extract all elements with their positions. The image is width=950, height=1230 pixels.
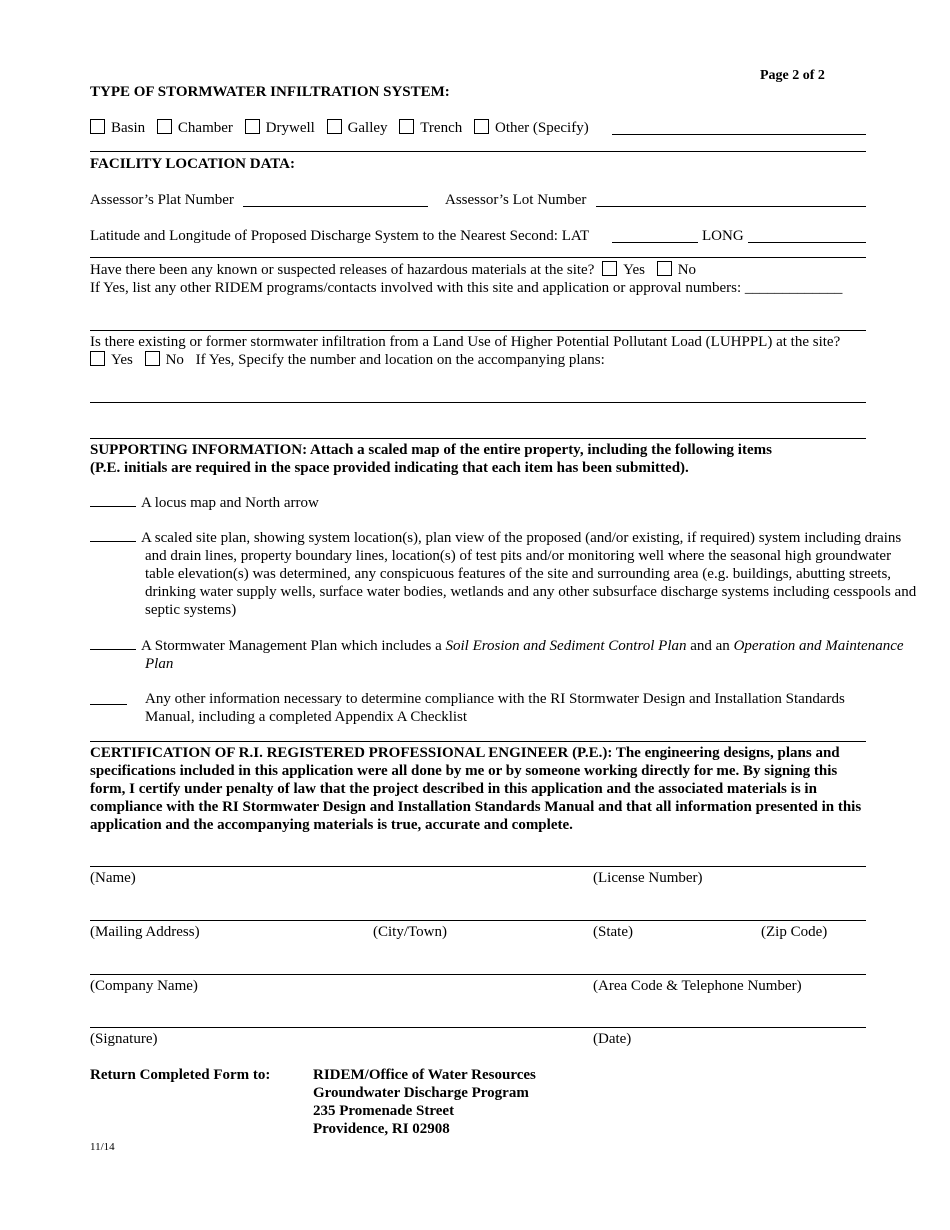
basin-label: Basin xyxy=(111,120,146,136)
mailing-address-label: (Mailing Address) xyxy=(90,924,200,940)
item-text-italic: Soil Erosion and Sediment Control Plan xyxy=(445,638,687,654)
return-address-line1: RIDEM/Office of Water Resources xyxy=(313,1067,536,1083)
luhppl-no-checkbox[interactable] xyxy=(145,351,160,366)
drywell-label: Drywell xyxy=(265,120,315,136)
facility-heading: FACILITY LOCATION DATA: xyxy=(90,156,296,172)
supporting-heading-line2: (P.E. initials are required in the space provided indicating that each item has been submitted). xyxy=(90,460,689,476)
luhppl-yes-checkbox[interactable] xyxy=(90,351,105,366)
luhppl-question: Is there existing or former stormwater infiltration from a Land Use of Higher Potential Pollutant Load (LUHPPL) at the site? xyxy=(90,334,841,350)
return-label: Return Completed Form to: xyxy=(90,1067,271,1083)
company-line[interactable] xyxy=(90,974,866,975)
return-address-line3: 235 Promenade Street xyxy=(313,1103,455,1119)
supporting-heading-line1: SUPPORTING INFORMATION: Attach a scaled map of the entire property, including the following items xyxy=(90,442,772,458)
initials-field[interactable] xyxy=(90,529,136,542)
license-label: (License Number) xyxy=(593,870,703,886)
revision-date: 11/14 xyxy=(90,1141,115,1153)
other-option[interactable] xyxy=(474,120,589,136)
initials-field[interactable] xyxy=(90,691,127,705)
hazardous-no-label: No xyxy=(677,262,697,278)
infiltration-options xyxy=(90,119,589,137)
supporting-item-site-plan xyxy=(90,529,921,619)
mailing-address-line[interactable] xyxy=(90,920,866,921)
trench-checkbox[interactable] xyxy=(399,119,414,134)
chamber-label: Chamber xyxy=(177,120,233,136)
return-address-line4: Providence, RI 02908 xyxy=(313,1121,450,1137)
certification-text: CERTIFICATION OF R.I. REGISTERED PROFESSIONAL ENGINEER (P.E.): The engineering designs, plans and specifications included in this application were all done by me or by someone working directly for me. By signing this form, I certify under penalty of law that the project described in this application and the associated materials is in compliance with the RI Stormwater Design and Installation Standards Manual and that all information presented in this application and the accompanying materials is true, accurate and complete. xyxy=(90,745,862,833)
company-label: (Company Name) xyxy=(90,978,198,994)
longitude-field[interactable] xyxy=(748,229,866,243)
signature-label: (Signature) xyxy=(90,1031,158,1047)
basin-checkbox[interactable] xyxy=(90,119,105,134)
item-text-mid: and an xyxy=(690,638,730,654)
plat-number-field[interactable] xyxy=(243,193,428,207)
phone-label: (Area Code & Telephone Number) xyxy=(593,978,802,994)
luhppl-answer-line[interactable] xyxy=(90,438,866,439)
supporting-item-other-info: Any other information necessary to determine compliance with the RI Stormwater Design and Installation Standards Manual, including a completed Appendix A Checklist xyxy=(145,691,845,725)
galley-option[interactable] xyxy=(327,120,388,136)
latitude-label: Latitude and Longitude of Proposed Discharge System to the Nearest Second: LAT xyxy=(90,228,590,244)
divider xyxy=(90,741,866,742)
item-text: A scaled site plan, showing system location(s), plan view of the proposed (and/or existing, if required) system including drains and drain lines, property boundary lines, location(s) of test pits and/or monitoring well where the seasonal high groundwater table elevation(s) was determined, any conspicuous features of the site and surrounding area (e.g. buildings, abutting streets, drinking water supply wells, surface water bodies, wetlands and any other subsurface discharge systems including cesspools and septic systems) xyxy=(141,530,917,618)
item-text: A locus map and North arrow xyxy=(141,495,319,511)
latitude-field[interactable] xyxy=(612,229,698,243)
plat-number-label: Assessor’s Plat Number xyxy=(90,192,234,208)
supporting-item-locus xyxy=(90,494,319,512)
initials-field[interactable] xyxy=(90,637,136,650)
name-line[interactable] xyxy=(90,866,866,867)
hazardous-followup: If Yes, list any other RIDEM programs/contacts involved with this site and application or approval numbers: _____________ xyxy=(90,280,843,296)
city-label: (City/Town) xyxy=(373,924,447,940)
item-text-italic: Operation and Maintenance Plan xyxy=(145,638,904,672)
divider xyxy=(90,330,866,331)
page-number: Page 2 of 2 xyxy=(760,68,825,83)
basin-option[interactable] xyxy=(90,120,145,136)
return-address-line2: Groundwater Discharge Program xyxy=(313,1085,529,1101)
lot-number-label: Assessor’s Lot Number xyxy=(445,192,587,208)
galley-label: Galley xyxy=(347,120,388,136)
hazardous-question: Have there been any known or suspected releases of hazardous materials at the site? xyxy=(90,262,595,278)
luhppl-yes-label: Yes xyxy=(111,352,133,368)
other-checkbox[interactable] xyxy=(474,119,489,134)
other-label: Other (Specify) xyxy=(495,120,589,136)
luhppl-followup: If Yes, Specify the number and location on the accompanying plans: xyxy=(195,352,605,368)
state-label: (State) xyxy=(593,924,633,940)
luhppl-no-label: No xyxy=(165,352,184,368)
signature-line[interactable] xyxy=(90,1027,866,1028)
luhppl-answer-line[interactable] xyxy=(90,402,866,403)
item-text-pre: A Stormwater Management Plan which includes a xyxy=(141,638,442,654)
drywell-option[interactable] xyxy=(245,120,315,136)
hazardous-yes-label: Yes xyxy=(623,262,645,278)
longitude-label: LONG xyxy=(702,228,744,244)
galley-checkbox[interactable] xyxy=(327,119,342,134)
drywell-checkbox[interactable] xyxy=(245,119,260,134)
lot-number-field[interactable] xyxy=(596,193,866,207)
divider xyxy=(90,257,866,258)
supporting-item-stormwater-plan xyxy=(90,637,921,673)
trench-option[interactable] xyxy=(399,120,462,136)
hazardous-no-checkbox[interactable] xyxy=(657,261,672,276)
luhppl-answer-row xyxy=(90,351,605,369)
date-label: (Date) xyxy=(593,1031,632,1047)
chamber-checkbox[interactable] xyxy=(157,119,172,134)
name-label: (Name) xyxy=(90,870,136,886)
hazardous-yes-checkbox[interactable] xyxy=(602,261,617,276)
zip-label: (Zip Code) xyxy=(761,924,828,940)
trench-label: Trench xyxy=(420,120,463,136)
other-specify-field[interactable] xyxy=(612,121,866,135)
chamber-option[interactable] xyxy=(157,120,233,136)
hazardous-question-row xyxy=(90,261,696,279)
divider xyxy=(90,151,866,152)
initials-field[interactable] xyxy=(90,494,136,507)
infiltration-heading: TYPE OF STORMWATER INFILTRATION SYSTEM: xyxy=(90,84,450,100)
